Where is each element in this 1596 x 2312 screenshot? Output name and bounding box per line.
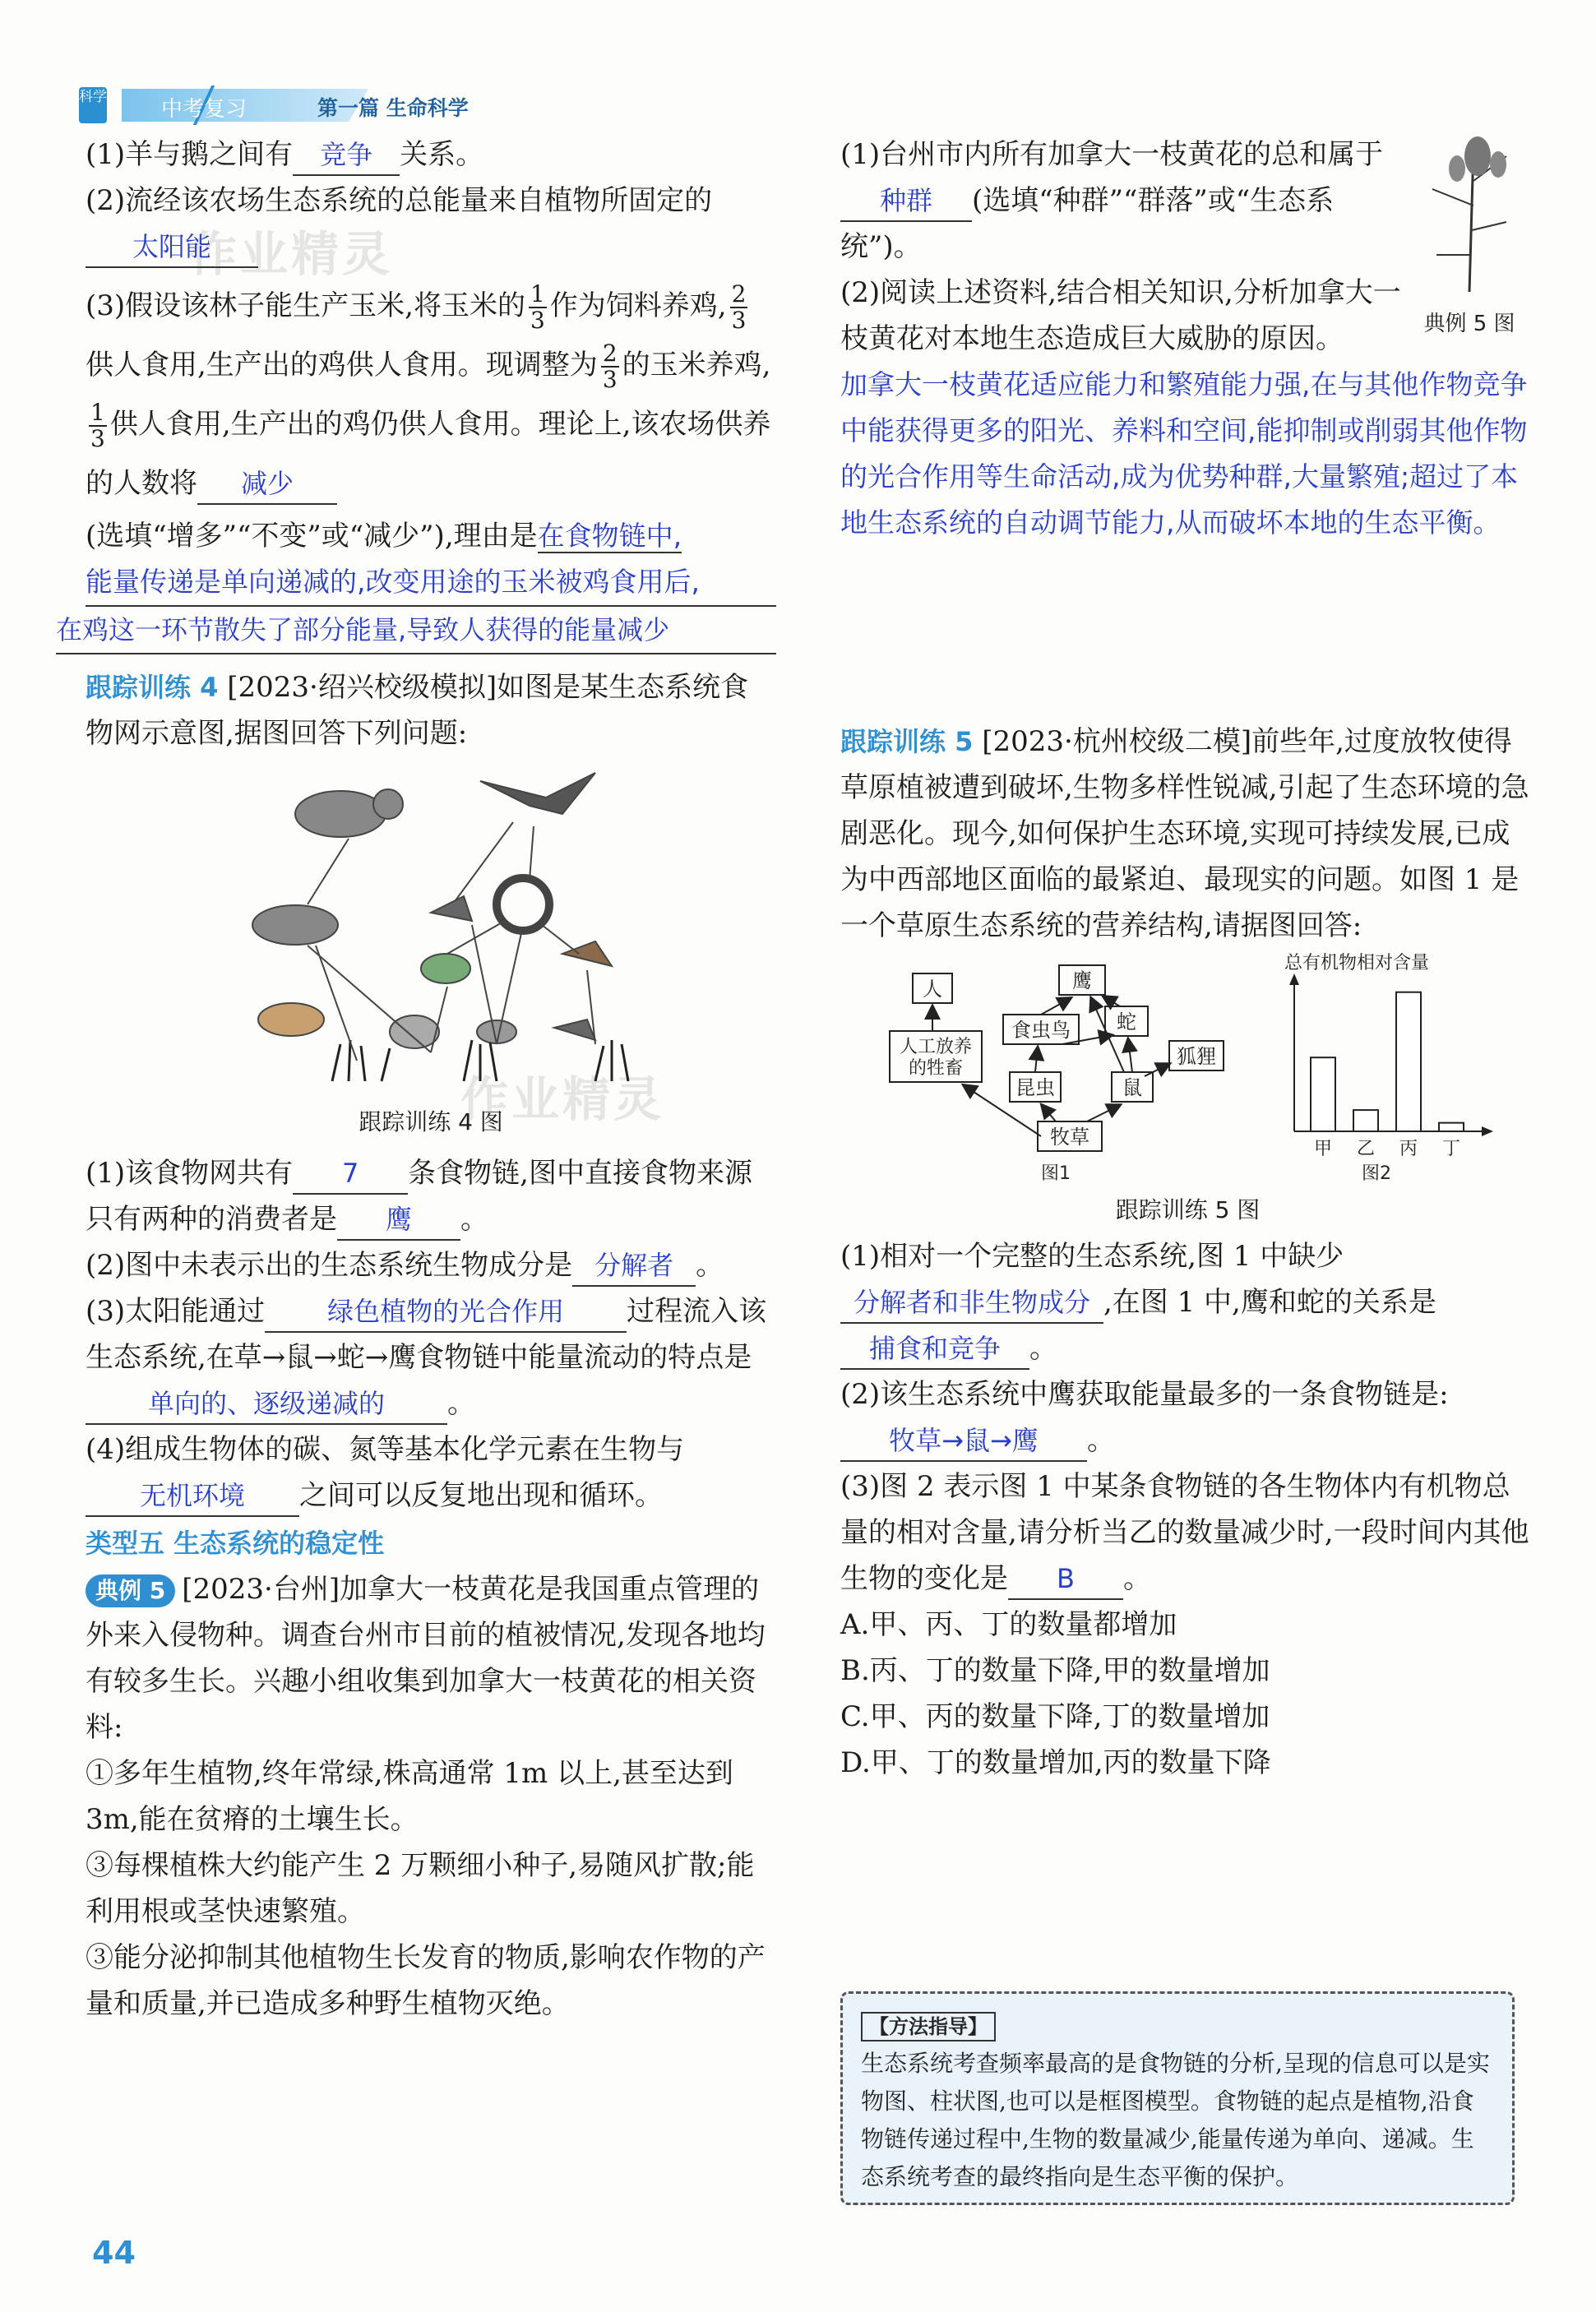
y-axis-arrow	[1289, 973, 1299, 985]
answer-blank: 绿色植物的光合作用	[265, 1292, 627, 1333]
bar-1	[1311, 1057, 1335, 1131]
tick-label: 丙	[1399, 1139, 1418, 1159]
bar-2	[1353, 1110, 1378, 1131]
t4-q3: (3)太阳能通过 绿色植物的光合作用 过程流入该生态系统,在草→鼠→蛇→鹰食物链中能量流动的特点是单向的、逐级递减的 。	[86, 1288, 776, 1427]
t5-q2: (2)该生态系统中鹰获取能量最多的一条食物链是:牧草→鼠→鹰 。	[840, 1371, 1535, 1463]
ribbon-text: 中考复习	[161, 97, 247, 122]
example-badge: 典例 5	[86, 1574, 175, 1607]
handwritten-answer: 在食物链中,	[537, 520, 682, 552]
food-chain-diagram	[840, 949, 1535, 1187]
deer	[258, 1003, 324, 1036]
food-web-illustration	[86, 756, 776, 1085]
handwritten-answer: 能量传递是单向递减的,改变用途的玉米被鸡食用后,	[86, 559, 776, 607]
eagle	[480, 773, 595, 814]
node-eagle: 鹰	[1072, 969, 1092, 992]
ex5-q1: (1)台州市内所有加拿大一枝黄花的总和属于种群 (选填“种群”“群落”或“生态系统”)。	[840, 138, 1384, 263]
tick-label: 丁	[1441, 1139, 1461, 1159]
fraction: $\frac{2}{3}$	[602, 340, 618, 393]
fig2-label: 图2	[1362, 1163, 1391, 1184]
frog	[421, 954, 470, 983]
answer-blank: 分解者和非生物成分	[840, 1283, 1103, 1324]
watermark: 作业精灵	[189, 226, 394, 282]
t4-q4: (4)组成生物体的碳、氮等基本化学元素在生物与无机环境 之间可以反复地出现和循环。	[86, 1427, 776, 1519]
t4-q2: (2)图中未表示出的生态系统生物成分是 分解者 。	[86, 1242, 776, 1288]
option-c: C.甲、丙的数量下降,丁的数量增加	[840, 1700, 1270, 1733]
type5-heading: 类型五 生态系统的稳定性	[86, 1528, 385, 1559]
y-axis-label: 总有机物相对含量	[1284, 953, 1430, 973]
training5: 跟踪训练 5 [2023·杭州校级二模]前些年,过度放牧使得草原植被遭到破坏,生物多样性锐减,引起了生态环境的急剧恶化。现今,如何保护生态环境,实现可持续发展,已成为中西部地区面临的最紧迫、最现实的问题。如图 1 是一个草原生态系统的营养结构,请据图回答:	[840, 725, 1529, 942]
q2: (2)流经该农场生态系统的总能量来自植物所固定的太阳能	[86, 178, 776, 270]
answer-blank: 太阳能	[86, 227, 258, 268]
t4-q1: (1)该食物网共有 7 条食物链,图中直接食物来源只有两种的消费者是 鹰 。	[86, 1150, 776, 1242]
material-2: ③每棵植株大约能产生 2 万颗细小种子,易随风扩散;能利用根或茎快速繁殖。	[86, 1849, 755, 1928]
page-header	[79, 82, 572, 128]
figure-caption: 跟踪训练 5 图	[1115, 1196, 1261, 1223]
mouse	[477, 1020, 516, 1043]
tiger	[295, 791, 386, 837]
answer-blank: 牧草→鼠→鹰	[840, 1421, 1087, 1462]
right-column	[840, 132, 1535, 1786]
fig1-label: 图1	[1041, 1163, 1071, 1184]
answer-blank: 无机环境	[86, 1476, 299, 1517]
option-b: B.丙、丁的数量下降,甲的数量增加	[840, 1654, 1270, 1687]
snake	[497, 878, 549, 931]
bar-chart	[1284, 953, 1493, 1184]
node-insect-bird: 食虫鸟	[1011, 1019, 1071, 1042]
node-livestock-2: 的牲畜	[908, 1058, 964, 1079]
page-number: 44	[92, 2235, 136, 2271]
subject-tag: 科学	[79, 87, 107, 123]
figure-caption: 典例 5 图	[1423, 312, 1515, 336]
method-guide-title: 【方法指导】	[861, 2012, 996, 2041]
method-guide-box	[840, 1991, 1515, 2205]
tiger-head	[373, 789, 403, 819]
wolf	[252, 905, 338, 945]
answer-blank: 减少	[197, 464, 337, 505]
answer-blank: 单向的、逐级递减的	[86, 1384, 447, 1425]
grasshopper	[554, 1020, 595, 1040]
option-a: A.甲、丙、丁的数量都增加	[840, 1608, 1177, 1641]
handwritten-answer: 加拿大一枝黄花适应能力和繁殖能力强,在与其他作物竞争中能获得更多的阳光、养料和空间,能抑制或削弱其他作物的光合作用等生命活动,成为优势种群,大量繁殖;超过了本地生态系统的自动调节能力,从而破坏本地的生态平衡。	[840, 368, 1528, 539]
ex5-questions	[840, 132, 1535, 362]
q3-reason: (选填“增多”“不变”或“减少”),理由是在食物链中,	[86, 520, 682, 553]
t5-q3: (3)图 2 表示图 1 中某条食物链的各生物体内有机物总量的相对含量,请分析当乙的数量减少时,一段时间内其他生物的变化是 B 。	[840, 1463, 1535, 1602]
goldenrod-figure	[1404, 132, 1535, 338]
goldenrod-icon	[1416, 132, 1523, 296]
training4-title: 跟踪训练 4 [2023·绍兴校级模拟]如图是某生态系统食物网示意图,据图回答下列问题:	[86, 671, 749, 750]
node-snake: 蛇	[1117, 1010, 1136, 1033]
left-column	[56, 132, 776, 2027]
node-fox: 狐狸	[1177, 1045, 1216, 1068]
sparrow	[562, 941, 612, 966]
ex5-q2: (2)阅读上述资料,结合相关知识,分析加拿大一枝黄花对本地生态造成巨大威胁的原因。	[840, 276, 1401, 355]
insect-bird	[431, 896, 472, 921]
node-insect: 昆虫	[1015, 1076, 1055, 1099]
example5: 典例 5 [2023·台州]加拿大一枝黄花是我国重点管理的外来入侵物种。调查台州市目前的植被情况,发现各地均有较多生长。兴趣小组收集到加拿大一枝黄花的相关资料:	[86, 1573, 766, 1744]
section-title: 第一篇 生命科学	[317, 96, 469, 120]
node-grass: 牧草	[1050, 1126, 1089, 1149]
q3: (3)假设该林子能生产玉米,将玉米的 $\frac{1}{3}$ 作为饲料养鸡, $\frac{2}{3}$ 供人食用,生产出的鸡供人食用。现调整为 $\frac{2}{3}$ 的玉米养鸡, $\frac{1}{3}$ 供人食用,生产出的鸡仍供人食用。理论上,该农场供养的人数将 减少	[86, 276, 776, 513]
material-1: ①多年生植物,终年常绿,株高通常 1m 以上,甚至达到 3m,能在贫瘠的土壤生长。	[86, 1757, 733, 1836]
answer-blank: 竞争	[293, 135, 400, 176]
figure-caption: 跟踪训练 4 图	[359, 1108, 503, 1135]
node-mouse: 鼠	[1122, 1076, 1142, 1099]
fraction: $\frac{1}{3}$	[90, 399, 105, 452]
answer-blank: 7	[293, 1154, 408, 1195]
node-human: 人	[923, 978, 942, 1001]
tick-label: 乙	[1356, 1139, 1376, 1159]
training5-figures	[840, 949, 1535, 1187]
fraction: $\frac{1}{3}$	[530, 280, 545, 334]
tick-label: 甲	[1313, 1139, 1333, 1159]
t5-q1: (1)相对一个完整的生态系统,图 1 中缺少分解者和非生物成分 ,在图 1 中,鹰和蛇的关系是捕食和竞争 。	[840, 1233, 1535, 1371]
node-livestock-1: 人工放养	[899, 1037, 973, 1057]
option-d: D.甲、丁的数量增加,丙的数量下降	[840, 1746, 1271, 1779]
fraction: $\frac{2}{3}$	[731, 280, 747, 334]
method-guide-text: 生态系统考查频率最高的是食物链的分析,呈现的信息可以是实物图、柱状图,也可以是框图模型。食物链的起点是植物,沿食物链传递过程中,生物的数量减少,能量传递为单向、递减。生态系统考查的最终指向是生态平衡的保护。	[861, 2050, 1490, 2190]
food-web-arrows	[308, 822, 595, 1061]
x-axis-arrow	[1482, 1126, 1493, 1136]
answer-blank: B	[1008, 1559, 1123, 1600]
watermark: 作业精灵	[460, 1071, 665, 1127]
material-3: ③能分泌抑制其他植物生长发育的物质,影响农作物的产量和质量,并已造成多种野生植物灭绝。	[86, 1941, 766, 2020]
answer-blank: 捕食和竞争	[840, 1329, 1029, 1370]
bar-4	[1439, 1123, 1464, 1131]
answer-blank: 分解者	[572, 1246, 696, 1287]
answer-blank: 鹰	[337, 1200, 460, 1241]
q1: (1)羊与鹅之间有 竞争 关系。	[86, 132, 776, 178]
bar-3	[1396, 992, 1421, 1131]
grass	[332, 1040, 628, 1081]
answer-blank: 种群	[840, 181, 972, 222]
rabbit	[390, 1015, 439, 1048]
handwritten-answer: 在鸡这一环节散失了部分能量,导致人获得的能量减少	[56, 607, 776, 654]
